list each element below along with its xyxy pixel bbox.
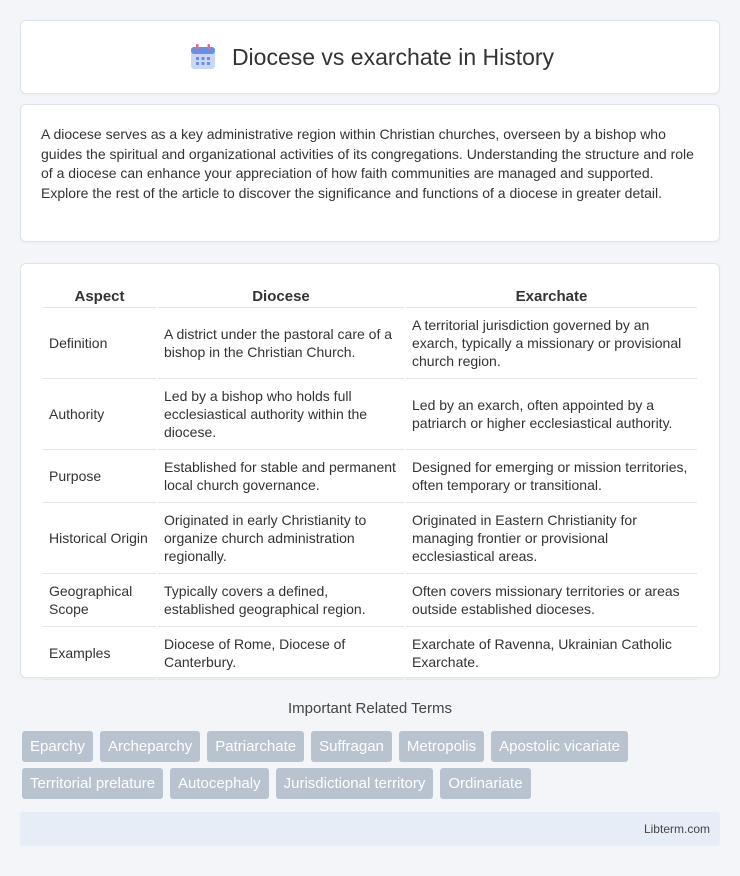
exarchate-cell: Designed for emerging or mission territories, often temporary or transitional. [406, 450, 697, 503]
table-row [43, 627, 697, 680]
aspect-cell: Definition [43, 308, 156, 379]
diocese-cell: Typically covers a defined, established geographical region. [158, 574, 404, 627]
intro-text: A diocese serves as a key administrative region within Christian churches, overseen by a bishop who guides the spiritual and organizational activities of its congregations. Understanding the structure and role of a diocese can enhance your appreciation of how faith communities are managed and supported. Explore the rest of the article to discover the significance and functions of a diocese in greater detail. [41, 126, 694, 201]
comparison-table-card [20, 263, 720, 678]
related-term-tag[interactable]: Suffragan [311, 731, 392, 762]
diocese-cell: Diocese of Rome, Diocese of Canterbury. [158, 627, 404, 680]
related-term-tag[interactable]: Metropolis [399, 731, 484, 762]
exarchate-cell: A territorial jurisdiction governed by an exarch, typically a missionary or provisional church region. [406, 308, 697, 379]
related-term-tag[interactable]: Eparchy [22, 731, 93, 762]
diocese-cell: Led by a bishop who holds full ecclesiastical authority within the diocese. [158, 379, 404, 450]
related-term-tag[interactable]: Autocephaly [170, 768, 269, 799]
diocese-cell: Originated in early Christianity to organize church administration regionally. [158, 503, 404, 574]
footer-site-link[interactable]: Libterm.com [643, 822, 710, 836]
exarchate-cell: Led by an exarch, often appointed by a patriarch or higher ecclesiastical authority. [406, 379, 697, 450]
table-row [43, 308, 697, 379]
header-aspect: Aspect [43, 284, 156, 308]
aspect-cell: Geographical Scope [43, 574, 156, 627]
calendar-icon [186, 40, 220, 74]
comparison-table [41, 284, 699, 680]
related-term-tag[interactable]: Patriarchate [207, 731, 304, 762]
table-row [43, 450, 697, 503]
table-row [43, 574, 697, 627]
diocese-cell: A district under the pastoral care of a bishop in the Christian Church. [158, 308, 404, 379]
related-terms-title: Important Related Terms [288, 700, 452, 717]
title-card [20, 20, 720, 94]
related-term-tag[interactable]: Ordinariate [440, 768, 530, 799]
related-terms-list [22, 731, 722, 799]
related-term-tag[interactable]: Jurisdictional territory [276, 768, 434, 799]
header-exarchate: Exarchate [406, 284, 697, 308]
related-term-tag[interactable]: Apostolic vicariate [491, 731, 628, 762]
page-title: Diocese vs exarchate in History [231, 43, 555, 70]
aspect-cell: Authority [43, 379, 156, 450]
related-term-tag[interactable]: Archeparchy [100, 731, 200, 762]
exarchate-cell: Often covers missionary territories or areas outside established dioceses. [406, 574, 697, 627]
exarchate-cell: Exarchate of Ravenna, Ukrainian Catholic Exarchate. [406, 627, 697, 680]
aspect-cell: Historical Origin [43, 503, 156, 574]
exarchate-cell: Originated in Eastern Christianity for managing frontier or provisional ecclesiastical areas. [406, 503, 697, 574]
table-row [43, 503, 697, 574]
header-diocese: Diocese [158, 284, 404, 308]
intro-card [20, 104, 720, 242]
aspect-cell: Purpose [43, 450, 156, 503]
footer [20, 812, 720, 846]
related-term-tag[interactable]: Territorial prelature [22, 768, 163, 799]
table-header-row [43, 284, 697, 308]
diocese-cell: Established for stable and permanent local church governance. [158, 450, 404, 503]
table-row [43, 379, 697, 450]
aspect-cell: Examples [43, 627, 156, 680]
